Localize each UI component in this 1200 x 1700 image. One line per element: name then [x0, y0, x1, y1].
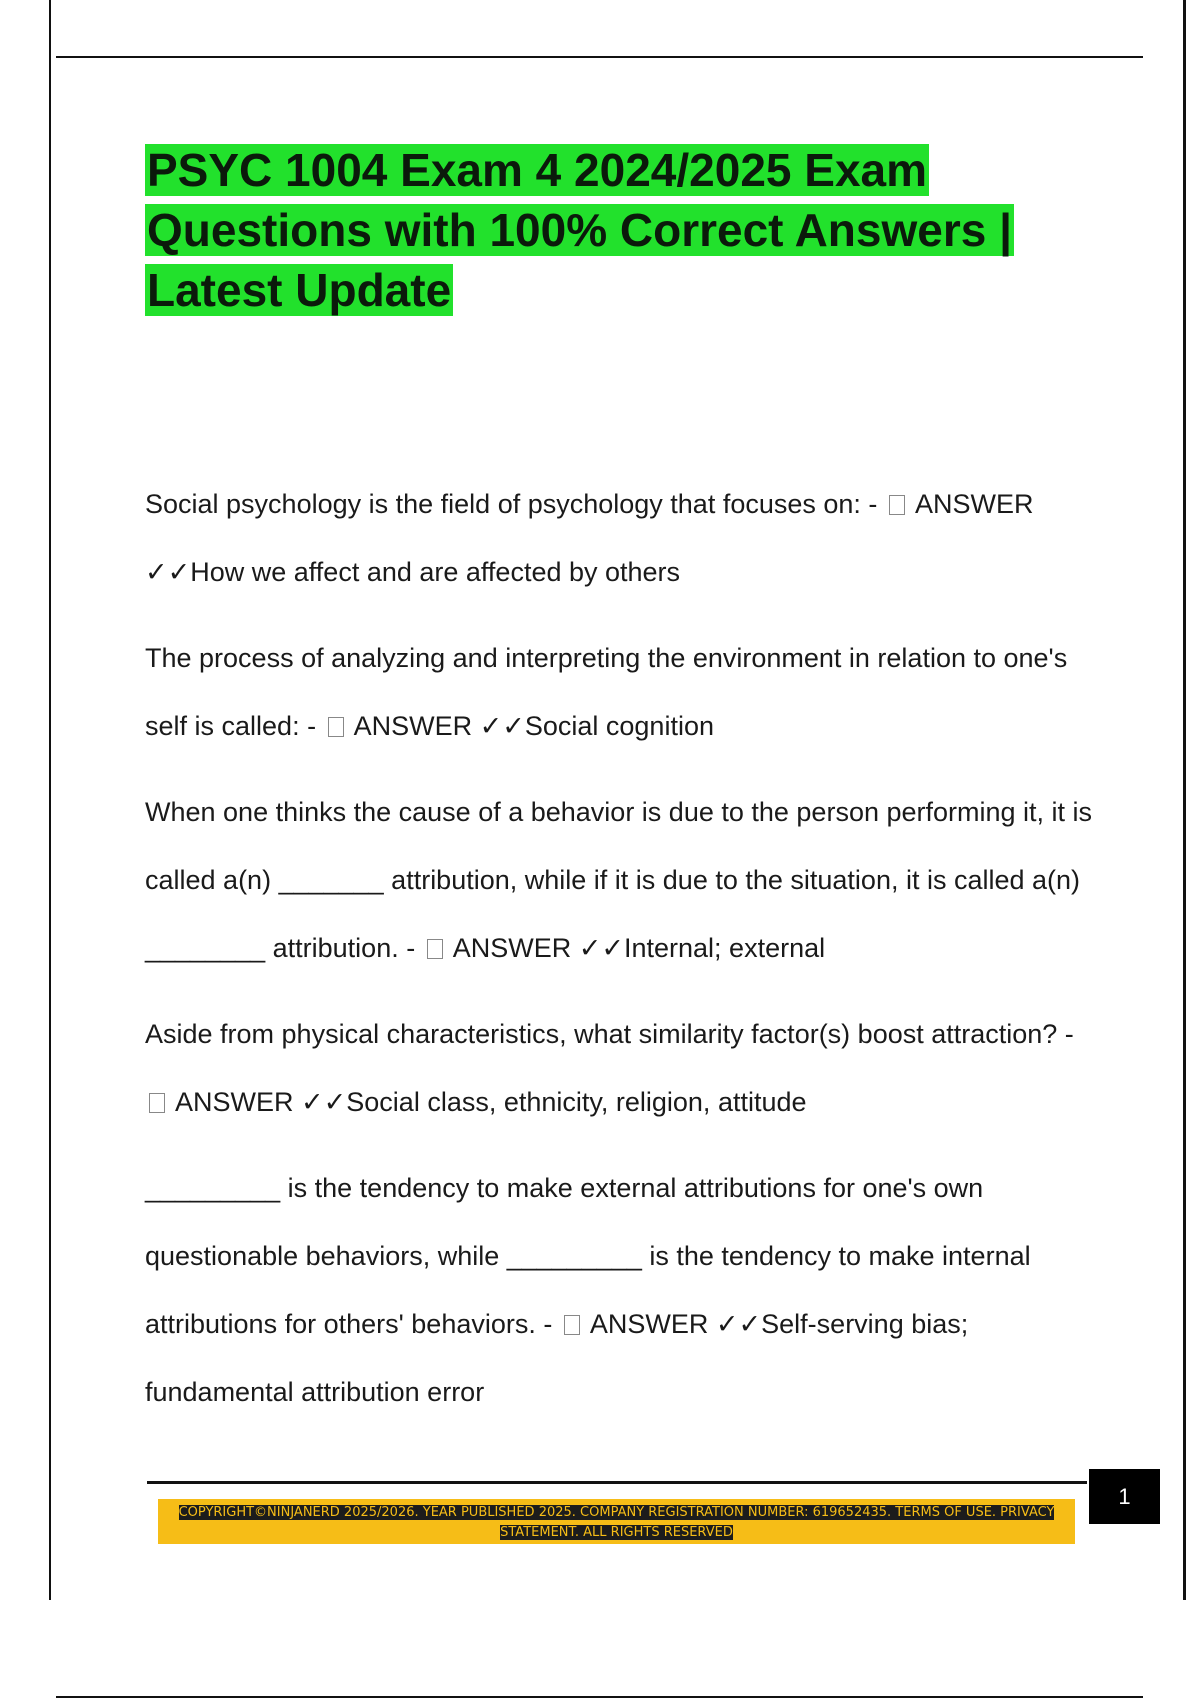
answer-marker: ANSWER ✓✓ — [353, 711, 525, 741]
footer-rule — [147, 1481, 1087, 1484]
answer-marker: ANSWER ✓✓ — [589, 1309, 762, 1339]
answer-marker: ANSWER ✓✓ — [175, 1087, 347, 1117]
document-title — [145, 140, 1105, 320]
question-text: _________ is the tendency to make external attributions for one's own questionable behaviors, while _________ is the tendency to make internal attributions for others' behaviors. - — [145, 1173, 1031, 1339]
answer-text: Self-serving bias; fundamental attribution error — [145, 1309, 969, 1407]
answer-text: Internal; external — [624, 933, 826, 963]
page-border-right — [1183, 0, 1186, 1600]
title-highlight: PSYC 1004 Exam 4 2024/2025 Exam Questions with 100% Correct Answers | Latest Update — [147, 144, 1012, 316]
header-rule — [56, 56, 1143, 58]
checkbox-icon — [149, 1093, 165, 1113]
checkbox-icon — [427, 939, 443, 959]
answer-text: How we affect and are affected by others — [190, 557, 681, 587]
question-text: The process of analyzing and interpreting the environment in relation to one's self is called: - — [145, 643, 1068, 741]
answer-text: Social cognition — [524, 711, 714, 741]
page-border-left — [49, 0, 51, 1600]
copyright-text: COPYRIGHT©NINJANERD 2025/2026. YEAR PUBLISHED 2025. COMPANY REGISTRATION NUMBER: 619652435. TERMS OF USE. PRIVACY STATEMENT. ALL RIGHTS RESERVED — [178, 1505, 1055, 1540]
answer-marker: ANSWER ✓✓ — [452, 933, 624, 963]
question-list — [145, 470, 1095, 1444]
question-item — [145, 1000, 1095, 1136]
checkbox-icon — [328, 717, 344, 737]
page-number: 1 — [1089, 1469, 1160, 1524]
question-item — [145, 1154, 1095, 1426]
next-page-rule — [56, 1696, 1143, 1698]
checkbox-icon — [564, 1315, 580, 1335]
question-text: Aside from physical characteristics, what similarity factor(s) boost attraction? - — [145, 1019, 1074, 1049]
copyright-notice — [170, 1503, 1063, 1543]
question-item — [145, 624, 1095, 760]
checkbox-icon — [889, 495, 905, 515]
question-text: Social psychology is the field of psychology that focuses on: - — [145, 489, 878, 519]
question-item — [145, 778, 1095, 982]
answer-text: Social class, ethnicity, religion, attitude — [346, 1087, 807, 1117]
question-text: When one thinks the cause of a behavior is due to the person performing it, it is called a(n) _______ attribution, while if it is due to the situation, it is called a(n) ________ attribution. - — [145, 797, 1093, 963]
question-item — [145, 470, 1095, 606]
answer-marker: ANSWER ✓✓ — [145, 489, 1034, 587]
